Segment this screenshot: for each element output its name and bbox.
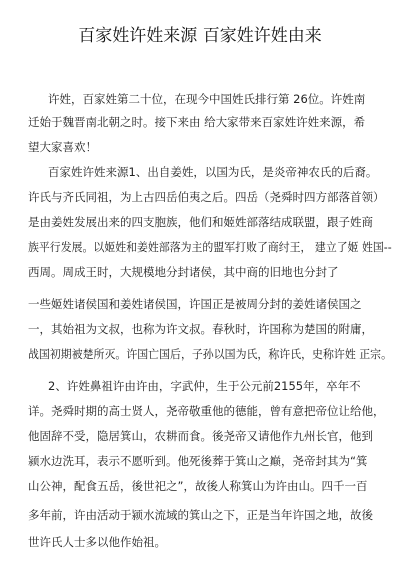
paragraph-line: 世许氏人士多以他作始祖。 xyxy=(28,535,166,549)
paragraph-line: 山公神，配食五岳，後世祀之”，故後人称箕山为许由山。四千一百 xyxy=(28,479,368,493)
paragraph-line: 族平行发展。以姬姓和姜姓部落为主的盟军打败了商纣王， 建立了姬 姓国-- xyxy=(28,240,392,254)
paragraph-line: 许氏与齐氏同祖，为上古四岳伯夷之后。四岳（尧舜时四方部落首领） xyxy=(28,190,385,204)
paragraph-line: 一，其始祖为文叔，也称为许文叔。春秋时，许国称为楚国的附庸， xyxy=(28,322,373,336)
paragraph-line: 他固辞不受，隐居箕山，农耕而食。後尧帝又请他作九州长官，他到 xyxy=(28,429,373,443)
paragraph-line: 颍水边洗耳，表示不愿听到。他死後葬于箕山之巅，尧帝封其为“箕 xyxy=(28,454,368,468)
paragraph-line: 是由姜姓发展出来的四支胞族，他们和姬姓部落结成联盟，跟子姓商 xyxy=(28,215,373,229)
paragraph-line: 望大家喜欢！ xyxy=(28,140,97,154)
paragraph-line: 战国初期被楚所灭。许国亡国后，子孙以国为氏，称许氏，史称许姓 正宗。 xyxy=(28,347,392,361)
paragraph-line: 详。尧舜时期的高士贤人，尧帝敬重他的德能，曾有意把帝位让给他， xyxy=(28,404,385,418)
paragraph-line: 一些姬姓诸侯国和姜姓诸侯国，许国正是被周分封的姜姓诸侯国之 xyxy=(28,297,362,311)
paragraph-line: 2、许姓鼻祖许由许由，字武仲，生于公元前2155年，卒年不 xyxy=(48,379,361,393)
page-title: 百家姓许姓来源 百家姓许姓由来 xyxy=(78,26,322,46)
paragraph-line: 迁始于魏晋南北朝之时。接下来由 给大家带来百家姓许姓来源，希 xyxy=(28,115,366,129)
cut-off-text-line xyxy=(0,570,400,578)
paragraph-line: 多年前，许由活动于颍水流域的箕山之下，正是当年许国之地，故後 xyxy=(28,508,373,522)
paragraph-line: 百家姓许姓来源1、出自姜姓，以国为氏，是炎帝神农氏的后裔。 xyxy=(48,165,378,179)
paragraph-line: 西周。周成王时，大规模地分封诸侯，其中商的旧地也分封了 xyxy=(28,265,339,279)
paragraph-line: 许姓，百家姓第二十位，在现今中国姓氏排行第 26位。许姓南 xyxy=(48,92,366,106)
